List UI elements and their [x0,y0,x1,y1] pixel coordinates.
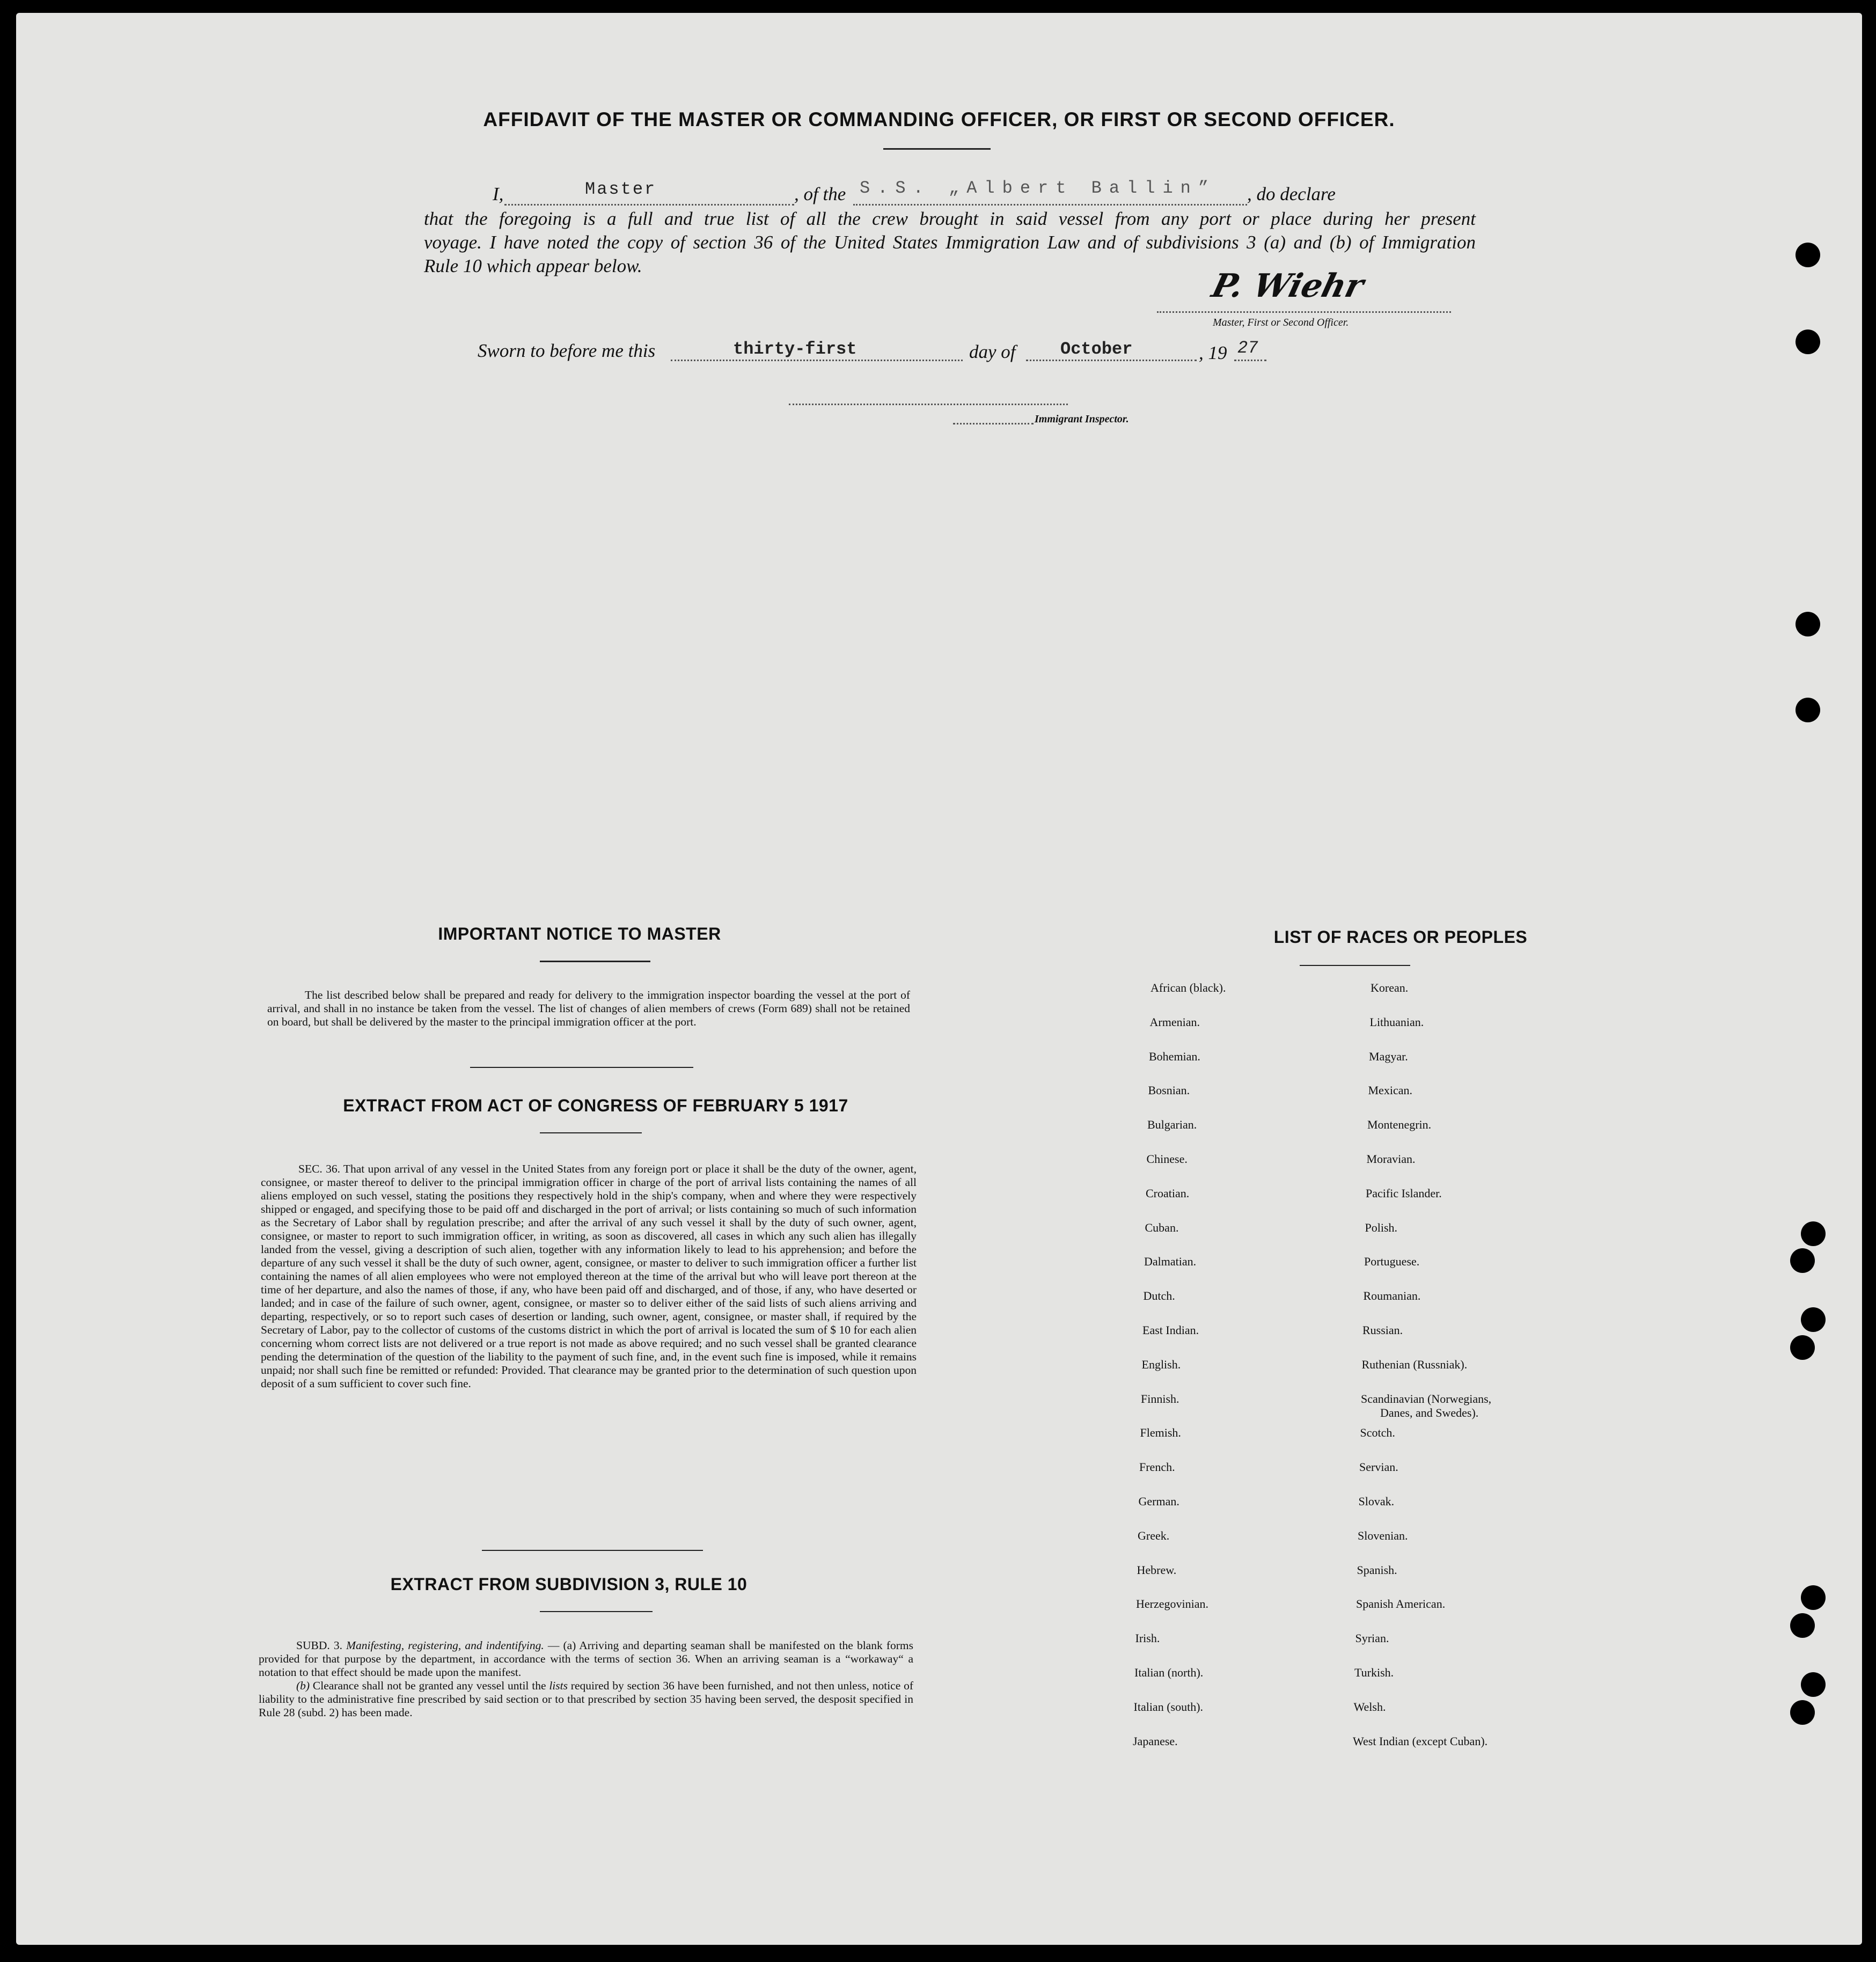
race-right-item: West Indian (except Cuban). [1353,1734,1488,1748]
inspector-label-dots [953,423,1034,424]
notice-divider [470,1067,693,1068]
race-left-item: Bosnian. [1148,1084,1190,1097]
races-title: LIST OF RACES OR PEOPLES [1273,927,1528,947]
race-right-item: Russian. [1362,1323,1403,1337]
subd-a-label: SUBD. 3. [296,1639,342,1652]
race-left-item: Cuban. [1145,1220,1179,1234]
races-rule [1300,965,1410,966]
race-right-item: Roumanian. [1363,1289,1421,1303]
line1-suffix: , do declare [1247,184,1336,204]
extract-divider [482,1550,703,1551]
subd-a-heading: Manifesting, registering, and indentifying. [346,1639,544,1652]
race-right-item: Slovak. [1358,1495,1395,1508]
extract-act-rule [540,1132,642,1133]
subd-a-paragraph [259,1639,913,1679]
race-right-item: Lithuanian. [1369,1015,1424,1029]
race-left-item: Greek. [1138,1528,1170,1542]
title-rule [883,148,991,150]
race-left-item: Bohemian. [1149,1049,1200,1063]
inspector-signature-dots [789,404,1068,405]
sworn-year-value: 27 [1237,338,1258,358]
race-left-item: Chinese. [1146,1152,1188,1166]
punch-hole [1790,1335,1815,1360]
affidavit-line-3: voyage. I have noted the copy of section 36 of the United States Immigration Law and of subdivisions 3 (a) and (b) of Immigration [424,232,1476,253]
affidavit-line-2: that the foregoing is a full and true list of all the crew brought in said vessel from any port or place during her present [424,208,1476,229]
race-right-item: Korean. [1371,981,1409,994]
race-right-item: Scandinavian (Norwegians, [1361,1392,1492,1405]
extract-act-text [261,1162,917,1390]
subd-b-text-1: Clearance shall not be granted any vessel until the [310,1679,549,1692]
master-signature: P. Wiehr [1208,267,1368,305]
race-left-item: Dalmatian. [1144,1255,1197,1269]
extract-rule-rule [540,1611,653,1612]
sworn-prefix: Sworn to before me this [478,340,656,361]
race-right-item: Servian. [1359,1460,1398,1474]
race-left-item: Bulgarian. [1147,1118,1197,1132]
race-right-item: Montenegrin. [1367,1118,1432,1132]
vessel-name-dots [853,204,1247,206]
race-left-item: Flemish. [1140,1426,1181,1440]
race-right-item: Portuguese. [1364,1255,1420,1269]
race-left-item: Hebrew. [1137,1563,1177,1577]
race-right-item: Welsh. [1353,1700,1386,1714]
race-right-item: Syrian. [1355,1631,1389,1645]
affidavit-line-4: Rule 10 which appear below. [424,255,642,276]
race-left-item: Italian (south). [1133,1700,1204,1714]
subd-b-paragraph [259,1679,913,1719]
sec36-paragraph: SEC. 36. That upon arrival of any vessel in the United States from any foreign port or place it shall be the duty of the owner, agent, consignee, or master thereof to deliver to the principal immigration officer in charge of the port of arrival lists containing the names of all aliens employed on such vessel, stating the positions they respectively hold in the ship's company, when and where they were respectively shipped or engaged, and specifying those to be paid off and discharged in the port of arrival; or lists containing so much of such information as the Secretary of Labor shall by regulation prescribe; and after the arrival of any such vessel it shall by the duty of such owner, agent, consignee, or master to report to such immigration officer, in writing, as soon as discovered, all cases in which any such alien has illegally landed from the vessel, giving a description of such alien, together with any information likely to lead to his apprehension; and before the departure of any such vessel it shall be the duty of such owner, agent, consignee, or master to deliver to such immigration officer a further list containing the names of all alien employees who were not employed thereon at the time of the arrival but who will leave port thereon at the time of her departure, and also the names of those, if any, who have been paid off and discharged, and of those, if any, who have deserted or landed; and in case of the failure of such owner, agent, consignee, or master so to deliver either of the said lists of such aliens arriving and departing, respectively, or so to report such cases of desertion or landing, such owner, agent, consignee, or master shall, if required by the Secretary of Labor, pay to the collector of customs of the customs district in which the port of arrival is located the sum of $ 10 for each alien concerning whom correct lists are not delivered or a true report is not made as above required; and no such vessel shall be granted clearance pending the determination of the question of the liability to the payment of such fine, and, in the event such fine is imposed, while it remains unpaid; nor shall such fine be remitted or refunded: Provided. That clearance may be granted prior to the determination of such question upon deposit of a sum sufficient to cover such fine. [261,1162,917,1390]
punch-hole [1801,1221,1826,1246]
race-right-item: Turkish. [1354,1666,1394,1679]
race-right-item: Ruthenian (Russniak). [1361,1357,1468,1371]
race-right-item: Scotch. [1360,1426,1395,1440]
race-right-item: Mexican. [1368,1084,1412,1097]
race-left-item: Italian (north). [1134,1666,1204,1679]
race-left-item: German. [1138,1495,1179,1508]
punch-hole [1790,1613,1815,1638]
affidavit-line-1 [424,178,1476,207]
sworn-dayof: day of [969,341,1016,362]
race-left-item: Japanese. [1133,1734,1178,1748]
race-right-continuation: Danes, and Swedes). [1380,1405,1479,1419]
sworn-day-value: thirty-first [733,339,857,359]
vessel-name-value: S.S. „Albert Ballin” [860,178,1217,198]
line1-prefix: I, [493,184,504,204]
race-right-item: Spanish American. [1356,1597,1446,1611]
race-left-item: Finnish. [1141,1392,1179,1405]
race-left-item: French. [1139,1460,1175,1474]
race-left-item: Dutch. [1143,1289,1175,1303]
subd-b-text-2: required by section 36 have been furnished, and not then unless, notice of liability to the administrative fine prescribed by said section or to that prescribed by section 35 having been served, the desposit specified in Rule 28 (subd. 2) has been made. [259,1679,914,1719]
punch-hole [1801,1585,1826,1610]
punch-hole [1796,698,1820,722]
punch-hole [1796,330,1820,354]
signature-dots [1157,311,1451,313]
affidavit-title: AFFIDAVIT OF THE MASTER OR COMMANDING OFFICER, OR FIRST OR SECOND OFFICER. [483,108,1395,130]
race-right-item: Moravian. [1366,1152,1416,1166]
officer-title-value: Master [585,179,657,199]
sworn-year-prefix: , 19 [1199,342,1227,363]
race-right-item: Slovenian. [1358,1528,1408,1542]
race-left-item: Irish. [1135,1631,1160,1645]
race-left-item: English. [1141,1357,1181,1371]
race-right-item: Spanish. [1357,1563,1397,1577]
punch-hole [1790,1248,1815,1273]
inspector-label: Immigrant Inspector. [1035,413,1129,425]
line1-middle: , of the [794,184,846,204]
sworn-month-dots [1026,360,1197,361]
sworn-year-dots [1234,360,1266,361]
punch-hole [1790,1700,1815,1725]
race-right-item: Polish. [1365,1220,1398,1234]
subd-b-italic: lists [549,1679,568,1692]
extract-rule-text [259,1639,913,1719]
race-right-item: Pacific Islander. [1366,1186,1442,1200]
sworn-month-value: October [1060,339,1133,359]
extract-rule-title: EXTRACT FROM SUBDIVISION 3, RULE 10 [390,1575,748,1594]
race-left-item: African (black). [1150,981,1226,994]
notice-text [267,989,910,1029]
signature-label: Master, First or Second Officer. [1213,317,1349,328]
race-left-item: Croatian. [1146,1186,1190,1200]
notice-paragraph: The list described below shall be prepared and ready for delivery to the immigration inspector boarding the vessel at the port of arrival, and shall in no instance be taken from the vessel. The list of changes of alien members of crews (Form 689) shall not be retained on board, but shall be delivered by the master to the principal immigration officer at the port. [267,989,910,1028]
subd-a-text: — (a) Arriving and departing seaman shall be manifested on the blank forms provided for that purpose by the department, in accordance with the terms of section 36. When an arriving seaman is a “workaway“ a notation to that effect should be made upon the manifest. [259,1639,913,1679]
officer-title-dots [504,204,794,206]
notice-title: IMPORTANT NOTICE TO MASTER [438,924,721,943]
punch-hole [1796,243,1820,267]
race-left-item: Armenian. [1149,1015,1200,1029]
notice-rule [540,961,650,962]
punch-hole [1801,1672,1826,1697]
race-left-item: East Indian. [1142,1323,1199,1337]
extract-act-title: EXTRACT FROM ACT OF CONGRESS OF FEBRUARY 5 1917 [343,1096,848,1115]
race-right-item: Magyar. [1369,1049,1408,1063]
punch-hole [1796,612,1820,636]
race-left-item: Herzegovinian. [1136,1597,1208,1611]
sworn-day-dots [671,360,963,361]
document-page [16,13,1862,1945]
subd-b-label: (b) [296,1679,310,1692]
punch-hole [1801,1307,1826,1332]
